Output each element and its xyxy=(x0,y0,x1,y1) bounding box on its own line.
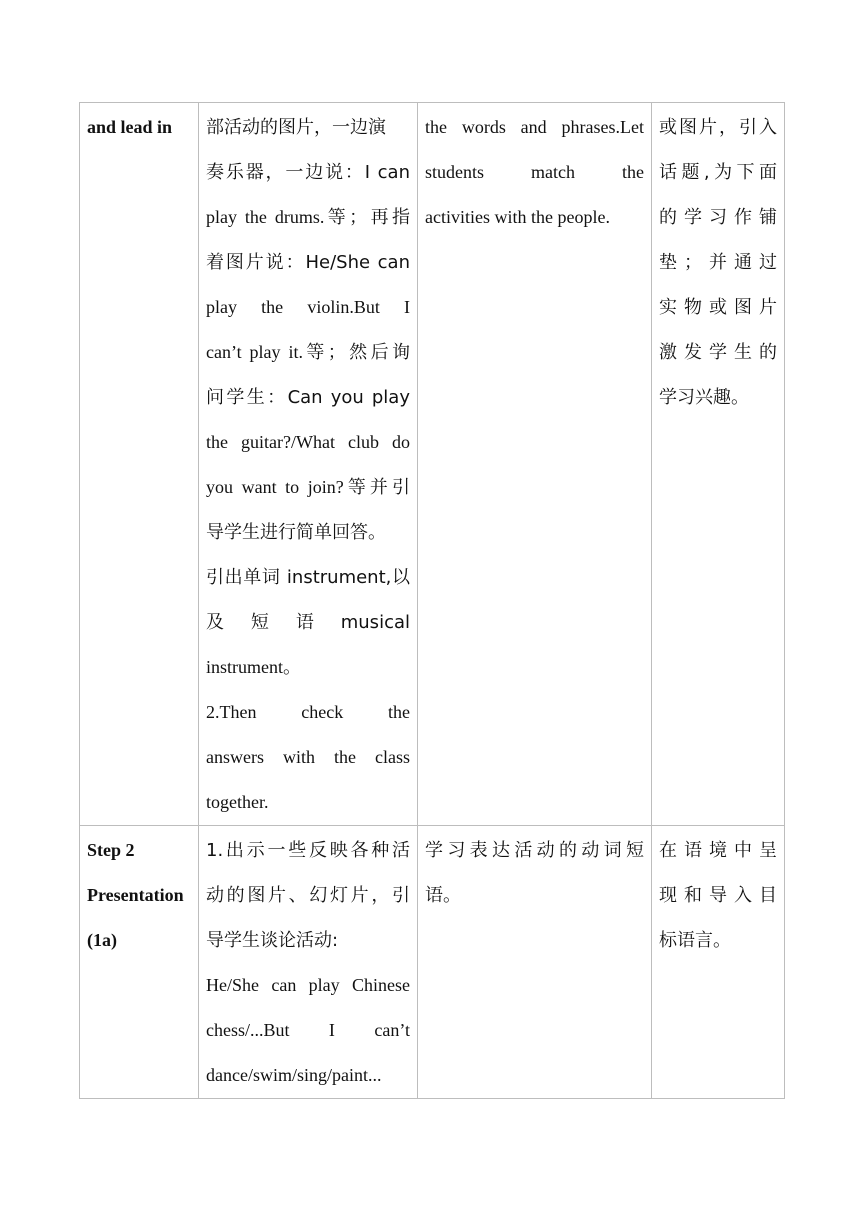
text-line: 引出单词 instrument,以 xyxy=(206,567,410,588)
text-line: chess/...But I can’t xyxy=(206,1020,410,1040)
step-label: Presentation xyxy=(87,885,184,905)
step-label: and lead in xyxy=(87,117,173,137)
text-line: instrument。 xyxy=(206,657,301,677)
text-line: 2.Then check the xyxy=(206,702,410,722)
text-line: 部活动的图片，一边演 xyxy=(206,117,386,138)
text-line: 或图片，引入 xyxy=(659,117,777,138)
table-row xyxy=(80,103,785,826)
text-line: answers with the class xyxy=(206,747,410,767)
text-line: 激发学生的 xyxy=(659,342,777,363)
step-label: Step 2 xyxy=(87,840,135,860)
step-cell xyxy=(80,103,199,826)
text-line: play the violin.But I xyxy=(206,297,410,317)
teacher-activity-cell xyxy=(199,826,418,1099)
student-activity-cell xyxy=(418,103,652,826)
text-line: activities with the people. xyxy=(425,207,610,227)
text-line: 语。 xyxy=(425,885,461,906)
lesson-plan-table xyxy=(79,102,785,1099)
text-line: 着图片说：He/She can xyxy=(206,252,410,273)
student-activity-cell xyxy=(418,826,652,1099)
text-line: 现和导入目 xyxy=(659,885,777,906)
design-purpose-cell xyxy=(652,826,785,1099)
teacher-activity-cell xyxy=(199,103,418,826)
text-line: can’t play it.等；然后询 xyxy=(206,342,410,362)
text-line: students match the xyxy=(425,162,644,182)
step-label: (1a) xyxy=(87,930,117,950)
text-line: 在语境中呈 xyxy=(659,840,777,861)
text-line: dance/swim/sing/paint... xyxy=(206,1065,382,1085)
text-line: the guitar?/What club do xyxy=(206,432,410,452)
text-line: 实物或图片 xyxy=(659,297,777,318)
text-line: play the drums.等；再指 xyxy=(206,207,410,227)
text-line: 导学生进行简单回答。 xyxy=(206,522,386,543)
text-line: 话题,为下面 xyxy=(659,162,777,183)
text-line: 导学生谈论活动: xyxy=(206,930,339,951)
text-line: 学习兴趣。 xyxy=(659,387,749,408)
text-line: 1.出示一些反映各种活 xyxy=(206,840,410,861)
text-line: 学习表达活动的动词短 xyxy=(425,840,644,861)
text-line: 的学习作铺 xyxy=(659,207,777,228)
text-line: 标语言。 xyxy=(659,930,731,951)
text-line: 奏乐器，一边说：I can xyxy=(206,162,410,183)
text-line: He/She can play Chinese xyxy=(206,975,410,995)
text-line: together. xyxy=(206,792,269,812)
text-line: 垫；并通过 xyxy=(659,252,777,273)
text-line: 及 短 语 musical xyxy=(206,612,410,633)
step-cell xyxy=(80,826,199,1099)
table-row xyxy=(80,826,785,1099)
design-purpose-cell xyxy=(652,103,785,826)
text-line: you want to join?等并引 xyxy=(206,477,410,497)
text-line: 问学生：Can you play xyxy=(206,387,410,408)
text-line: 动的图片、幻灯片，引 xyxy=(206,885,410,906)
text-line: the words and phrases.Let xyxy=(425,117,644,137)
